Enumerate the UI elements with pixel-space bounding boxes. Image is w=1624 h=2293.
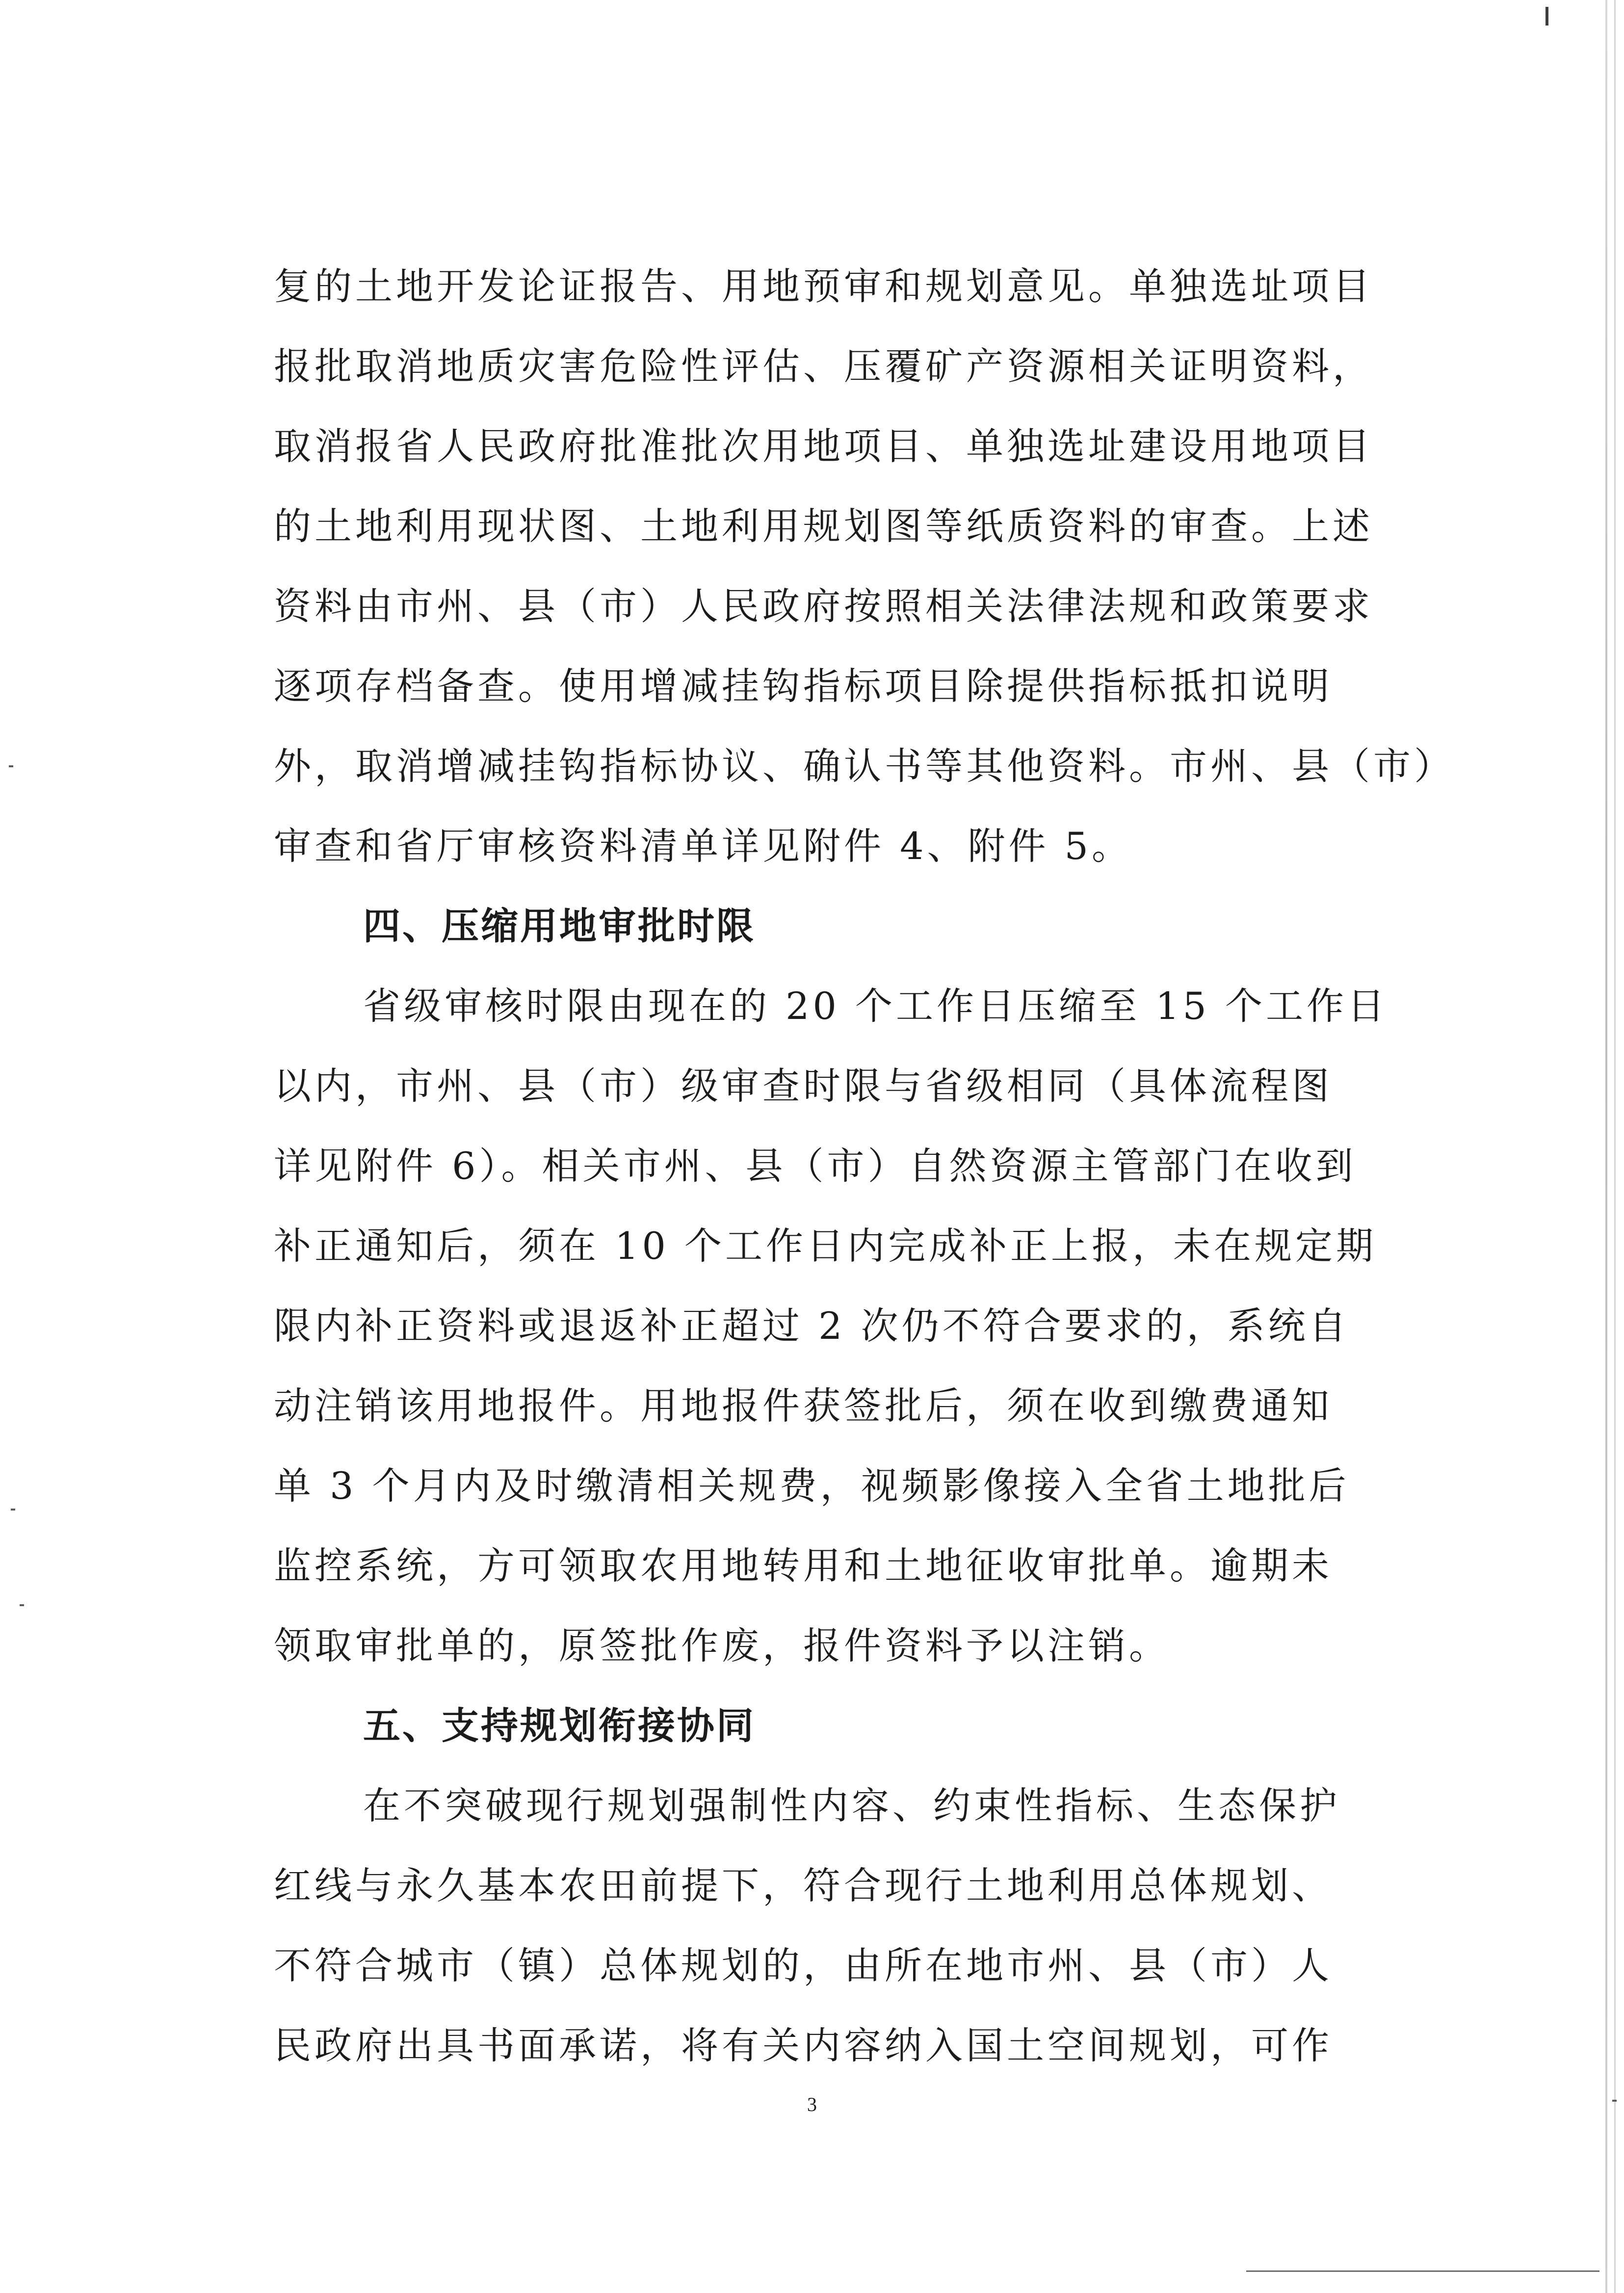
scan-top-mark bbox=[1545, 7, 1548, 26]
body-line: 以内，市州、县（市）级审查时限与省级相同（具体流程图 bbox=[274, 1064, 1333, 1108]
body-line: 动注销该用地报件。用地报件获签批后，须在收到缴费通知 bbox=[274, 1384, 1333, 1428]
body-line: 的土地利用现状图、土地利用规划图等纸质资料的审查。上述 bbox=[274, 504, 1373, 548]
page-number: 3 bbox=[807, 2093, 817, 2115]
body-line: 报批取消地质灾害危险性评估、压覆矿产资源相关证明资料， bbox=[274, 344, 1373, 388]
body-line: 不符合城市（镇）总体规划的，由所在地市州、县（市）人 bbox=[274, 1944, 1333, 1987]
body-line: 红线与永久基本农田前提下，符合现行土地利用总体规划、 bbox=[274, 1864, 1333, 1907]
body-line: 逐项存档备查。使用增减挂钩指标项目除提供指标抵扣说明 bbox=[274, 664, 1333, 708]
body-line: 监控系统，方可领取农用地转用和土地征收审批单。逾期未 bbox=[274, 1544, 1333, 1588]
scan-dot bbox=[9, 765, 13, 767]
scan-edge bbox=[1614, 0, 1616, 2293]
body-line: 详见附件 6）。相关市州、县（市）自然资源主管部门在收到 bbox=[274, 1144, 1357, 1188]
body-line: 单 3 个月内及时缴清相关规费，视频影像接入全省土地批后 bbox=[274, 1464, 1350, 1508]
section-heading: 四、压缩用地审批时限 bbox=[363, 904, 756, 948]
body-line: 在不突破现行规划强制性内容、约束性指标、生态保护 bbox=[363, 1784, 1340, 1827]
scan-dot bbox=[11, 1509, 15, 1511]
scan-dot bbox=[1612, 2100, 1617, 2102]
body-line: 资料由市州、县（市）人民政府按照相关法律法规和政策要求 bbox=[274, 584, 1373, 628]
scan-dot bbox=[20, 1604, 24, 1606]
body-line: 省级审核时限由现在的 20 个工作日压缩至 15 个工作日 bbox=[363, 984, 1388, 1028]
body-line: 补正通知后，须在 10 个工作日内完成补正上报，未在规定期 bbox=[274, 1224, 1377, 1268]
body-line: 领取审批单的，原签批作废，报件资料予以注销。 bbox=[274, 1624, 1170, 1668]
section-heading: 五、支持规划衔接协同 bbox=[363, 1704, 756, 1747]
scan-bottom-rule bbox=[1246, 2270, 1599, 2272]
body-line: 外，取消增减挂钩指标协议、确认书等其他资料。市州、县（市） bbox=[274, 744, 1455, 788]
body-line: 限内补正资料或退返补正超过 2 次仍不符合要求的，系统自 bbox=[274, 1304, 1350, 1348]
scan-edge bbox=[1605, 0, 1607, 2293]
body-line: 审查和省厅审核资料清单详见附件 4、附件 5。 bbox=[274, 824, 1133, 868]
body-line: 取消报省人民政府批准批次用地项目、单独选址建设用地项目 bbox=[274, 424, 1373, 468]
body-line: 民政府出具书面承诺，将有关内容纳入国土空间规划，可作 bbox=[274, 2024, 1333, 2067]
body-line: 复的土地开发论证报告、用地预审和规划意见。单独选址项目 bbox=[274, 264, 1373, 308]
